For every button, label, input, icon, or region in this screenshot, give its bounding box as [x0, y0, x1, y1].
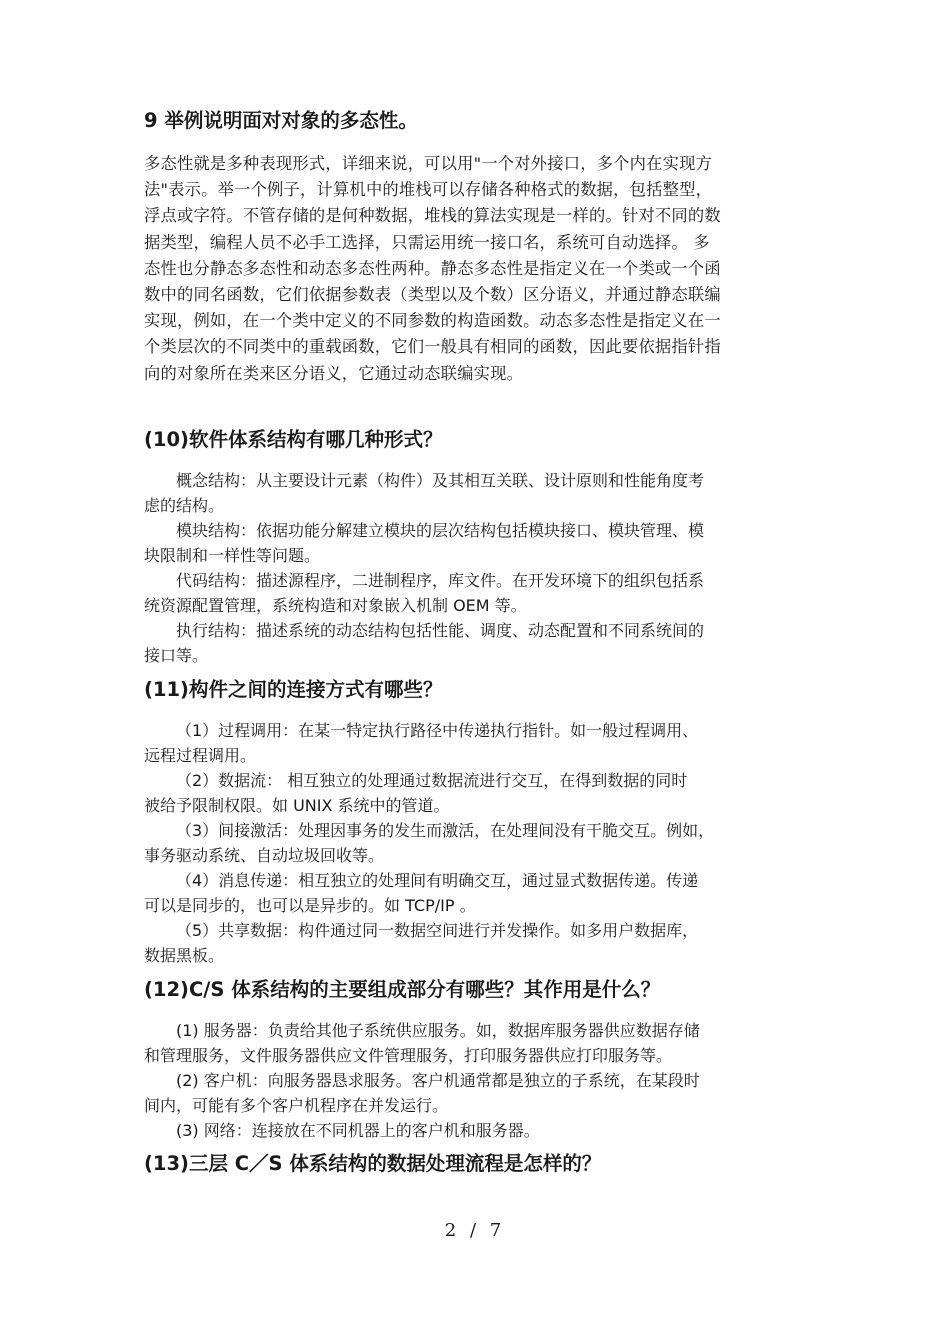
list-item-line: 代码结构：描述源程序，二进制程序，库文件。在开发环境下的组织包括系: [176, 571, 705, 590]
list-item: [144, 618, 810, 668]
paragraph-line: 个类层次的不同类中的重载函数，它们一般具有相同的函数，因此要依据指针指: [144, 337, 721, 357]
section-13-heading: (13)三层 C／S 体系结构的数据处理流程是怎样的？: [144, 1152, 602, 1175]
list-item: [144, 818, 810, 868]
paragraph-line: 据类型，编程人员不必手工选择，只需运用统一接口名，系统可自动选择。 多: [144, 232, 710, 252]
list-item-line: 统资源配置管理，系统构造和对象嵌入机制 OEM 等。: [144, 596, 527, 615]
list-item-line: 被给予限制权限。如 UNIX 系统中的管道。: [144, 796, 450, 815]
paragraph-line: 法"表示。举一个例子，计算机中的堆栈可以存储各种格式的数据，包括整型，: [144, 180, 713, 200]
list-item-line: 概念结构：从主要设计元素（构件）及其相互关联、设计原则和性能角度考: [176, 471, 705, 490]
list-item-line: 间内，可能有多个客户机程序在并发运行。: [144, 1096, 449, 1115]
list-item-line: 和管理服务，文件服务器供应文件管理服务，打印服务器供应打印服务等。: [144, 1046, 673, 1065]
paragraph-line: 数中的同名函数，它们依据参数表（类型以及个数）区分语义，并通过静态联编: [144, 285, 721, 305]
list-item-line: 虑的结构。: [144, 496, 225, 515]
paragraph-line: 浮点或字符。不管存储的是何种数据，堆栈的算法实现是一样的。针对不同的数: [144, 206, 721, 226]
paragraph-line: 向的对象所在类来区分语义，它通过动态联编实现。: [144, 363, 524, 383]
list-item-line: (3) 网络：连接放在不同机器上的客户机和服务器。: [176, 1121, 540, 1140]
list-item-line: 执行结构：描述系统的动态结构包括性能、调度、动态配置和不同系统间的: [176, 621, 705, 640]
list-item-line: （3）间接激活：处理因事务的发生而激活，在处理间没有干脆交互。例如，: [176, 821, 715, 840]
list-item-line: 模块结构：依据功能分解建立模块的层次结构包括模块接口、模块管理、模: [176, 521, 705, 540]
list-item-line: (1) 服务器：负责给其他子系统供应服务。如，数据库服务器供应数据存储: [176, 1021, 700, 1040]
list-item: [144, 1018, 810, 1068]
section-10-heading: (10)软件体系结构有哪几种形式？: [144, 428, 443, 451]
list-item-line: （1）过程调用：在某一特定执行路径中传递执行指针。如一般过程调用、: [176, 721, 699, 740]
list-item-line: 事务驱动系统、自动垃圾回收等。: [144, 846, 385, 865]
list-item-line: （2）数据流： 相互独立的处理通过数据流进行交互，在得到数据的同时: [176, 771, 688, 790]
list-item: [144, 518, 810, 568]
list-item-line: 远程过程调用。: [144, 746, 257, 765]
list-item-line: (2) 客户机：向服务器恳求服务。客户机通常都是独立的子系统，在某段时: [176, 1071, 700, 1090]
section-9-heading: 9 举例说明面对对象的多态性。: [144, 109, 418, 132]
section-11-heading: (11)构件之间的连接方式有哪些？: [144, 678, 443, 701]
list-item: [144, 468, 810, 518]
list-item: [144, 1068, 810, 1118]
list-item: [144, 868, 810, 918]
list-item: [144, 768, 810, 818]
section-9-paragraph: [144, 151, 810, 387]
list-item-line: 块限制和一样性等问题。: [144, 546, 321, 565]
list-item: [144, 568, 810, 618]
list-item-line: （5）共享数据：构件通过同一数据空间进行并发操作。如多用户数据库，: [176, 921, 699, 940]
paragraph-line: 态性也分静态多态性和动态多态性两种。静态多态性是指定义在一个类或一个函: [144, 258, 721, 278]
list-item: [144, 1118, 810, 1143]
page-number: 2 / 7: [444, 1220, 506, 1241]
list-item: [144, 918, 810, 968]
paragraph-line: 实现，例如，在一个类中定义的不同参数的构造函数。动态多态性是指定义在一: [144, 311, 721, 331]
paragraph-line: 多态性就是多种表现形式，详细来说，可以用"一个对外接口，多个内在实现方: [144, 154, 713, 173]
list-item: [144, 718, 810, 768]
list-item-line: （4）消息传递：相互独立的处理间有明确交互，通过显式数据传递。传递: [176, 871, 699, 890]
section-12-heading: (12)C/S 体系结构的主要组成部分有哪些？其作用是什么？: [144, 978, 661, 1001]
list-item-line: 数据黑板。: [144, 946, 225, 965]
list-item-line: 可以是同步的，也可以是异步的。如 TCP/IP 。: [144, 896, 476, 915]
list-item-line: 接口等。: [144, 646, 209, 665]
